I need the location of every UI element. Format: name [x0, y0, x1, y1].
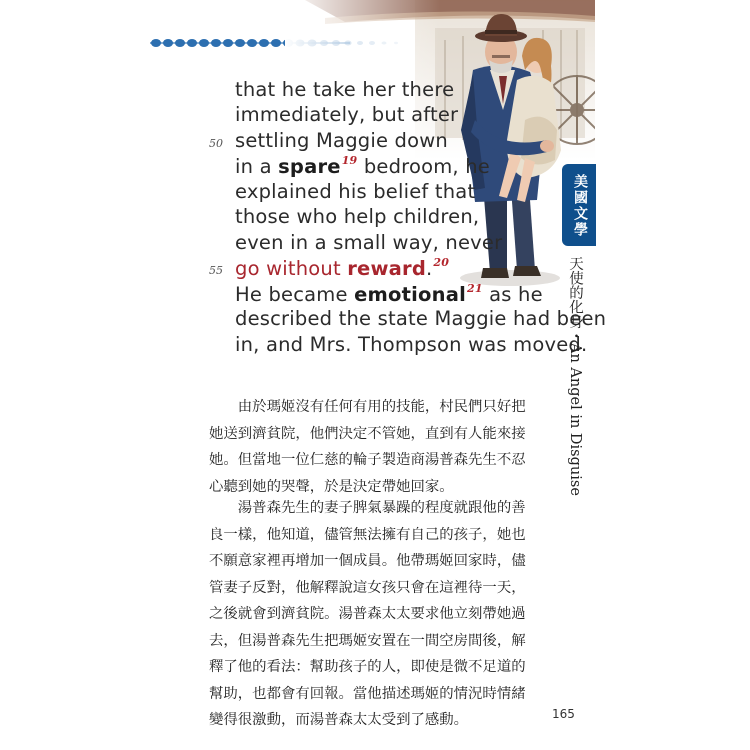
chinese-line: 心聽到她的哭聲，於是決定帶她回家。	[209, 478, 454, 495]
chinese-paragraph-2	[209, 495, 545, 734]
chinese-line: 幫助，也都會有回報。當他描述瑪姬的情況時情緒	[209, 685, 526, 702]
english-line: even in a small way, never	[235, 231, 503, 254]
running-title: 天使的化身・An Angel in Disguise	[567, 256, 583, 496]
chinese-line: 由於瑪姬沒有任何有用的技能，村民們只好把	[209, 399, 526, 415]
line-number: 55	[209, 264, 223, 277]
english-text: .	[426, 257, 433, 280]
english-text: as he	[482, 283, 543, 306]
chinese-line: 她送到濟貧院，他們決定不管她，直到有人能來接	[209, 425, 526, 442]
english-line: explained his belief that	[235, 180, 476, 203]
line-number: 50	[209, 137, 223, 150]
chinese-line: 管妻子反對，他解釋說這女孩只會在這裡待一天，	[209, 579, 526, 596]
english-line: settling Maggie down	[235, 129, 448, 152]
phrase-highlight: go without	[235, 257, 348, 280]
chinese-line: 不願意家裡再增加一個成員。他帶瑪姬回家時，儘	[209, 553, 526, 569]
chinese-line: 釋了他的看法：幫助孩子的人，即使是微不足道的	[209, 659, 526, 675]
english-text: bedroom, he	[357, 155, 490, 178]
chinese-line: 變得很激動，而湯普森太太受到了感動。	[209, 712, 469, 728]
chinese-line: 去，但湯普森先生把瑪姬安置在一間空房間後，解	[209, 632, 526, 649]
english-line: in, and Mrs. Thompson was moved.	[235, 333, 588, 356]
english-line: those who help children,	[235, 205, 480, 228]
chinese-line: 之後就會到濟貧院。湯普森太太要求他立刻帶她過	[209, 606, 526, 622]
vocab-word-emotional: emotional	[354, 283, 466, 306]
section-tab-label: 美國文學	[572, 174, 588, 238]
english-line: that he take her there	[235, 78, 455, 101]
english-text: He became	[235, 283, 355, 306]
english-line: described the state Maggie had been	[235, 307, 607, 330]
chinese-line: 良一樣，他知道，儘管無法擁有自己的孩子，她也	[209, 526, 526, 543]
footnote-number: 20	[433, 256, 450, 269]
footnote-number: 19	[341, 154, 358, 167]
chinese-paragraph-1	[209, 394, 545, 500]
footnote-number: 21	[466, 282, 483, 295]
chinese-line: 湯普森先生的妻子脾氣暴躁的程度就跟他的善	[209, 500, 526, 516]
page-number: 165	[552, 707, 575, 721]
chinese-line: 她。但當地一位仁慈的輪子製造商湯普森先生不忍	[209, 452, 526, 468]
english-line	[235, 256, 449, 280]
english-line	[235, 282, 543, 306]
english-text: in a	[235, 155, 279, 178]
english-line	[235, 154, 490, 178]
section-tab	[562, 164, 596, 246]
vocab-word-spare: spare	[278, 155, 341, 178]
english-line: immediately, but after	[235, 103, 459, 126]
vocab-word-reward: reward	[347, 257, 427, 280]
